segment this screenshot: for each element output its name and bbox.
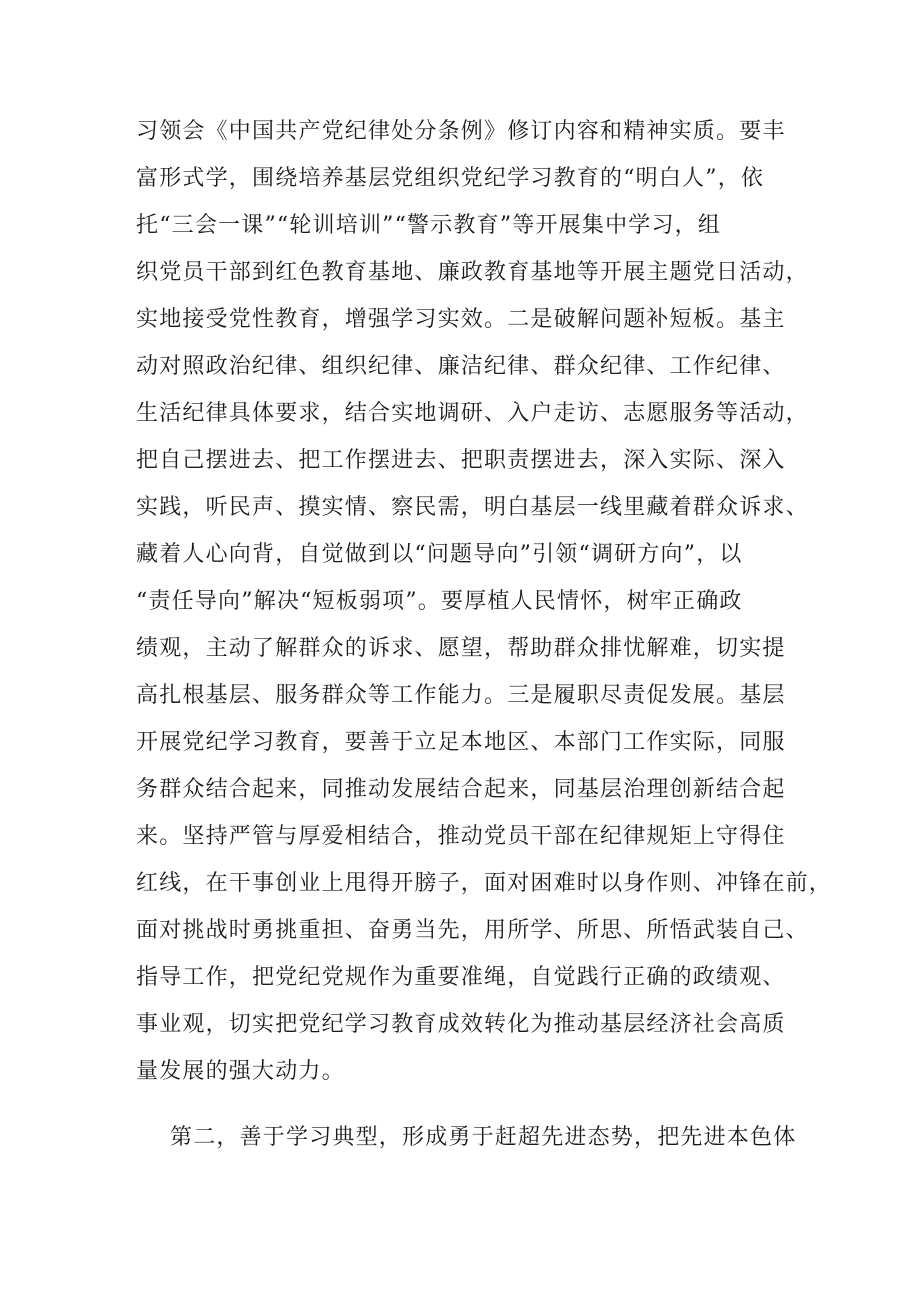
paragraph-2 xyxy=(136,1114,796,1161)
text-line: 藏着人心向背，自觉做到以“问题导向”引领“调研方向”，以 xyxy=(136,542,743,567)
paragraph-1 xyxy=(136,108,833,1095)
text-line: 来。坚持严管与厚爱相结合，推动党员干部在纪律规矩上守得住 xyxy=(136,824,786,849)
text-line: 托“三会一课”“轮训培训”“警示教育”等开展集中学习，组 xyxy=(136,213,722,238)
text-line: 实践，听民声、摸实情、察民需，明白基层一线里藏着群众诉求、 xyxy=(136,495,809,520)
document-body xyxy=(136,108,833,1161)
text-line: 量发展的强大动力。 xyxy=(136,1059,345,1084)
text-line: 生活纪律具体要求，结合实地调研、入户走访、志愿服务等活动， xyxy=(136,401,809,426)
text-line: 把自己摆进去、把工作摆进去、把职责摆进去，深入实际、深入 xyxy=(136,448,786,473)
text-line: 习领会《中国共产党纪律处分条例》修订内容和精神实质。要丰 xyxy=(136,119,786,144)
text-line: 实地接受党性教育，增强学习实效。二是破解问题补短板。基主 xyxy=(136,307,786,332)
text-line: 绩观，主动了解群众的诉求、愿望，帮助群众排忧解难，切实提 xyxy=(136,636,786,661)
text-line: 开展党纪学习教育，要善于立足本地区、本部门工作实际，同服 xyxy=(136,730,786,755)
text-line: 红线，在干事创业上甩得开膀子，面对困难时以身作则、冲锋在前， xyxy=(136,871,833,896)
text-line: 织党员干部到红色教育基地、廉政教育基地等开展主题党日活动， xyxy=(136,260,809,285)
text-line: 高扎根基层、服务群众等工作能力。三是履职尽责促发展。基层 xyxy=(136,683,786,708)
text-line: 富形式学，围绕培养基层党组织党纪学习教育的“明白人”，依 xyxy=(136,166,765,191)
text-line: 务群众结合起来，同推动发展结合起来，同基层治理创新结合起 xyxy=(136,777,786,802)
text-line: “责任导向”解决“短板弱项”。要厚植人民情怀，树牢正确政 xyxy=(136,589,743,614)
text-line: 指导工作，把党纪党规作为重要准绳，自觉践行正确的政绩观、 xyxy=(136,965,786,990)
text-line: 面对挑战时勇挑重担、奋勇当先，用所学、所思、所悟武装自己、 xyxy=(136,918,809,943)
text-line: 事业观，切实把党纪学习教育成效转化为推动基层经济社会高质 xyxy=(136,1012,786,1037)
paragraph-spacer xyxy=(136,1095,796,1114)
text-line: 第二，善于学习典型，形成勇于赶超先进态势，把先进本色体 xyxy=(170,1125,797,1150)
text-line: 动对照政治纪律、组织纪律、廉洁纪律、群众纪律、工作纪律、 xyxy=(136,354,786,379)
